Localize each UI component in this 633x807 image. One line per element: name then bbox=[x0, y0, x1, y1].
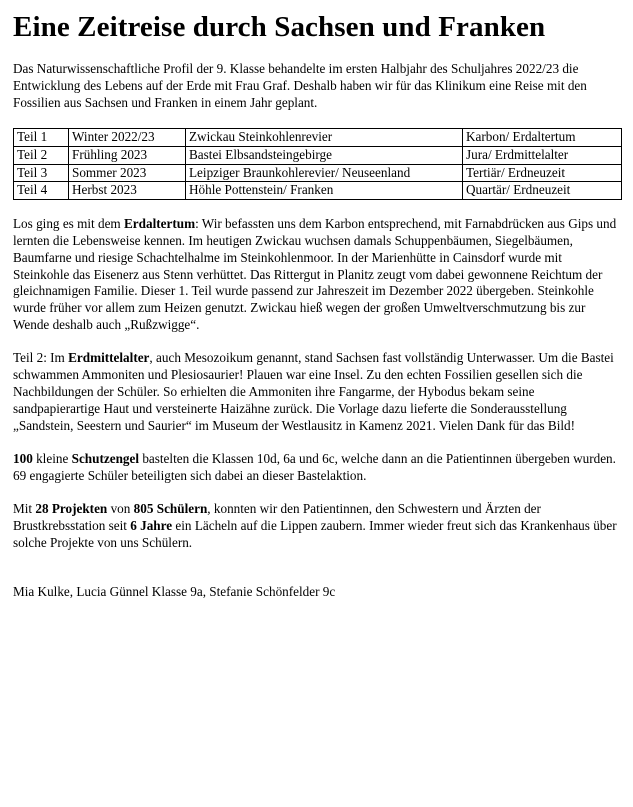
schedule-cell-era: Tertiär/ Erdneuzeit bbox=[463, 164, 622, 182]
schedule-cell-place: Bastei Elbsandsteingebirge bbox=[186, 146, 463, 164]
schedule-cell-season: Sommer 2023 bbox=[69, 164, 186, 182]
signature-line: Mia Kulke, Lucia Günnel Klasse 9a, Stefanie Schönfelder 9c bbox=[13, 584, 336, 600]
bold-number: 6 Jahre bbox=[130, 517, 173, 533]
schedule-cell-teil: Teil 4 bbox=[14, 182, 69, 200]
schedule-cell-teil: Teil 1 bbox=[14, 129, 69, 147]
text-run: Mit bbox=[13, 500, 36, 516]
paragraph-erdaltertum bbox=[13, 216, 621, 334]
text-run: , konnten wir den Patientinnen, den Schwestern und Ärzten der Brustkrebsstation seit bbox=[13, 500, 541, 533]
schedule-cell-era: Karbon/ Erdaltertum bbox=[463, 129, 622, 147]
text-run: Teil 2: Im bbox=[13, 350, 69, 366]
document-page bbox=[13, 10, 621, 601]
text-run: ein Lächeln auf die Lippen zaubern. Immer wieder freut sich das Krankenhaus über solche Projekte von uns Schülern. bbox=[13, 517, 617, 550]
schedule-cell-era: Jura/ Erdmittelalter bbox=[463, 146, 622, 164]
schedule-row bbox=[14, 146, 622, 164]
schedule-cell-season: Winter 2022/23 bbox=[69, 129, 186, 147]
schedule-cell-place: Leipziger Braunkohlerevier/ Neuseenland bbox=[186, 164, 463, 182]
schedule-cell-teil: Teil 3 bbox=[14, 164, 69, 182]
schedule-row bbox=[14, 164, 622, 182]
paragraph-projekte bbox=[13, 501, 621, 551]
schedule-row bbox=[14, 129, 622, 147]
schedule-cell-season: Herbst 2023 bbox=[69, 182, 186, 200]
schedule-cell-teil: Teil 2 bbox=[14, 146, 69, 164]
schedule-cell-place: Höhle Pottenstein/ Franken bbox=[186, 182, 463, 200]
paragraph-schutzengel bbox=[13, 451, 621, 485]
bold-number: 805 Schülern bbox=[133, 500, 208, 516]
schedule-table bbox=[13, 128, 622, 199]
bold-term: Schutzengel bbox=[71, 450, 140, 466]
paragraph-erdmittelalter bbox=[13, 350, 621, 434]
schedule-row bbox=[14, 182, 622, 200]
schedule-cell-season: Frühling 2023 bbox=[69, 146, 186, 164]
intro-paragraph: Das Naturwissenschaftliche Profil der 9. Klasse behandelte im ersten Halbjahr des Schuljahres 2022/23 die Entwicklung des Lebens auf der Erde mit Frau Graf. Deshalb haben wir für das Klinikum eine Reise mit den Fossilien aus Sachsen und Franken in einem Jahr geplant. bbox=[13, 61, 587, 110]
text-run: : Wir befassten uns dem Karbon entsprechend, mit Farnabdrücken aus Gips und lernten die Lebensweise kennen. Im heutigen Zwickau wuchsen damals Schuppenbäumen, Siegelbäumen, Baumfarne und riesige Schachtelhalme im Steinkohlenmoor. In der Marienhütte in Cainsdorf wurde mit Steinkohle das Eisenerz aus Stenn verhüttet. Das Rittergut in Planitz zeugt vom dabei gewonnene Reichtum der gleichnamigen Familie. Dieser 1. Teil wurde passend zur Jahreszeit im Dezember 2022 übergeben. Steinkohle wurde früher vor allem zum Heizen genutzt. Zwickau hieß wegen der großen Umweltverschmutzung bis zur Wende deshalb auch „Rußzwigge“. bbox=[13, 216, 617, 333]
schedule-cell-era: Quartär/ Erdneuzeit bbox=[463, 182, 622, 200]
bold-number: 28 Projekten bbox=[35, 500, 108, 516]
text-run: Los ging es mit dem bbox=[13, 216, 124, 232]
text-run: , auch Mesozoikum genannt, stand Sachsen fast vollständig Unterwasser. Um die Bastei schwammen Ammoniten und Plesiosaurier! Plauen war eine Insel. Zu den echten Fossilien gesellen sich die Nachbildungen der Schüler. So erhielten die Ammoniten ihre Fangarme, der Hybodus bekam seine sandpapierartige Haut und versteinerte Haizähne zurück. Die Vorlage dazu lieferte die Sonderausstellung „Sandstein, Seestern und Saurier“ im Museum der Westlausitz in Kamenz 2021. Vielen Dank für das Bild! bbox=[13, 350, 614, 433]
bold-number: 100 bbox=[13, 450, 33, 466]
page-title: Eine Zeitreise durch Sachsen und Franken bbox=[13, 11, 546, 43]
bold-term: Erdaltertum bbox=[124, 216, 196, 232]
schedule-cell-place: Zwickau Steinkohlenrevier bbox=[186, 129, 463, 147]
text-run: bastelten die Klassen 10d, 6a und 6c, welche dann an die Patientinnen übergeben wurden. 69 engagierte Schüler beteiligten sich dabei an dieser Bastelaktion. bbox=[13, 450, 616, 483]
text-run: von bbox=[107, 500, 134, 516]
bold-term: Erdmittelalter bbox=[68, 350, 150, 366]
text-run: kleine bbox=[32, 450, 72, 466]
